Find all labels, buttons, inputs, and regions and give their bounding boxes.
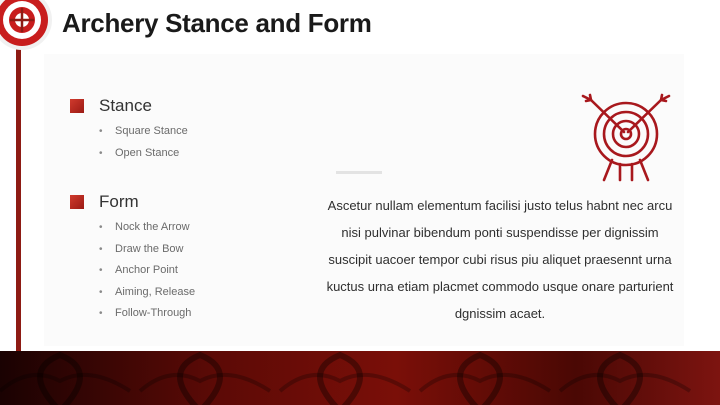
archery-target-icon [578, 88, 674, 184]
list-item: • Draw the Bow [99, 239, 195, 261]
list-item: • Anchor Point [99, 260, 195, 282]
divider [336, 171, 382, 174]
bullet-icon: • [99, 126, 103, 137]
section-heading-stance [70, 96, 152, 116]
list-item: • Follow-Through [99, 303, 195, 325]
footer-band [0, 351, 720, 405]
heading-square-icon [70, 99, 84, 113]
heading-square-icon [70, 195, 84, 209]
target-logo-icon [0, 0, 54, 52]
form-list [99, 217, 195, 325]
page-title: Archery Stance and Form [62, 8, 372, 38]
shield-pattern-icon [0, 351, 720, 405]
section-title: Stance [99, 96, 152, 115]
bullet-icon: • [99, 147, 103, 159]
list-item: • Nock the Arrow [99, 217, 195, 239]
bullet-icon: • [99, 308, 103, 320]
section-heading-form [70, 192, 139, 212]
bullet-icon: • [99, 265, 103, 277]
section-title: Form [99, 192, 139, 211]
list-item: • Open Stance [99, 143, 188, 165]
bullet-icon: • [99, 243, 103, 255]
list-item: • Aiming, Release [99, 282, 195, 304]
accent-rail [16, 40, 21, 352]
body-paragraph: Ascetur nullam elementum facilisi justo telus habnt nec arcu nisi pulvinar bibendum ponti suspendisse per dignissim suscipit uacoer tempor cubi risus piu aliquet praesennt urna kuctus urna etiam placmet commodo usque onare parturient dgnissim acaet. [326, 198, 674, 321]
stance-list [99, 121, 188, 164]
bullet-icon: • [99, 286, 103, 298]
list-item: • Square Stance [99, 121, 188, 143]
bullet-icon: • [99, 222, 103, 233]
